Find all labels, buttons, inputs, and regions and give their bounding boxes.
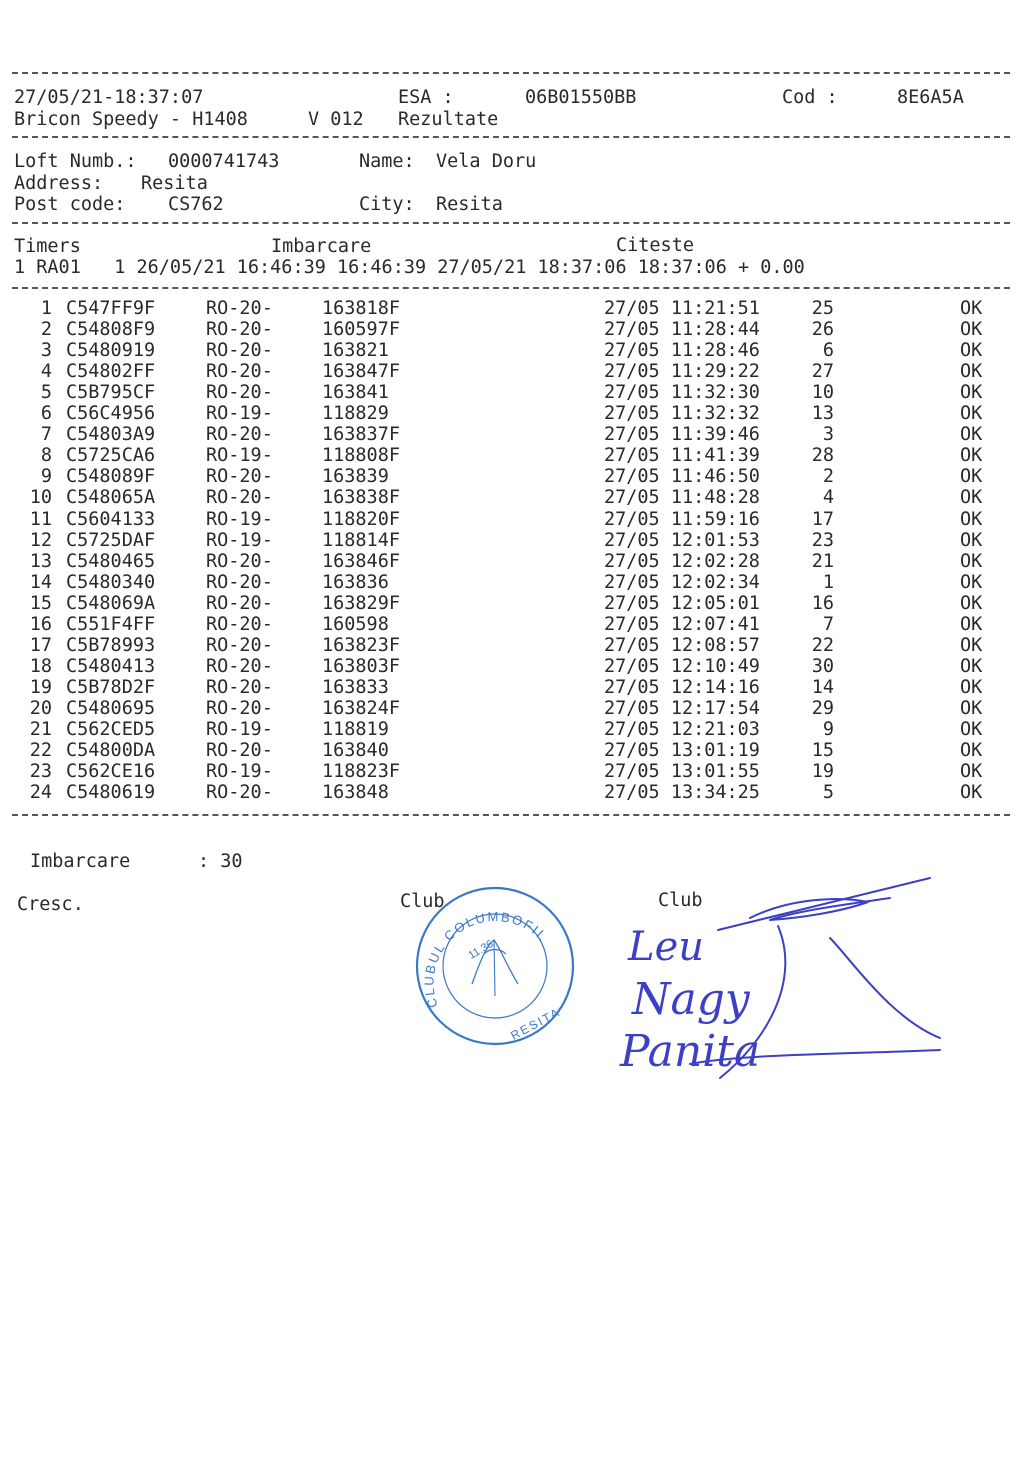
row-position: 14 — [811, 676, 834, 698]
table-row — [0, 298, 1024, 319]
row-position: 10 — [811, 382, 834, 404]
row-arrival-time: 27/05 11:28:44 — [604, 319, 760, 341]
loft-address-label: Address: — [14, 173, 104, 194]
row-arrival-time: 27/05 11:32:32 — [604, 403, 760, 425]
row-ring-number: 163838F — [322, 487, 400, 509]
table-row — [0, 382, 1024, 403]
row-ring-series: RO-20- — [206, 361, 273, 383]
row-arrival-time: 27/05 12:21:03 — [604, 719, 760, 740]
row-ring-series: RO-20- — [206, 382, 273, 404]
row-status: OK — [960, 382, 983, 404]
table-row — [0, 551, 1024, 572]
row-status: OK — [960, 403, 983, 425]
row-arrival-time: 27/05 11:59:16 — [604, 508, 760, 530]
loft-name-label: Name: — [359, 151, 415, 172]
row-chip: C551F4FF — [66, 613, 156, 635]
row-chip: C5725CA6 — [66, 445, 156, 467]
table-row — [0, 614, 1024, 635]
row-status: OK — [960, 508, 983, 530]
row-status: OK — [960, 719, 983, 740]
row-arrival-time: 27/05 12:05:01 — [604, 592, 760, 614]
row-chip: C5725DAF — [66, 529, 156, 551]
row-position: 21 — [811, 550, 834, 572]
row-ring-series: RO-20- — [206, 340, 273, 362]
row-chip: C548089F — [66, 466, 156, 488]
row-ring-number: 118814F — [322, 529, 400, 551]
table-row — [0, 677, 1024, 698]
row-ring-series: RO-19- — [206, 403, 273, 425]
row-chip: C5480465 — [66, 550, 156, 572]
row-arrival-time: 27/05 13:34:25 — [604, 782, 760, 804]
row-arrival-time: 27/05 12:02:34 — [604, 571, 760, 593]
row-number: 8 — [40, 445, 52, 467]
row-ring-series: RO-20- — [206, 655, 273, 677]
row-chip: C5480695 — [66, 697, 156, 719]
row-ring-series: RO-20- — [206, 487, 273, 509]
row-status: OK — [960, 298, 983, 319]
cresc-label: Cresc. — [17, 894, 84, 915]
row-status: OK — [960, 319, 983, 341]
row-ring-series: RO-20- — [206, 782, 273, 804]
row-status: OK — [960, 571, 983, 593]
loft-city-label: City: — [359, 194, 415, 215]
signature-leu: Leu — [628, 924, 704, 970]
row-number: 15 — [29, 592, 52, 614]
row-ring-number: 163847F — [322, 361, 400, 383]
row-chip: C548065A — [66, 487, 156, 509]
device-version: V 012 — [308, 109, 364, 130]
cod-label: Cod : — [782, 87, 838, 108]
row-arrival-time: 27/05 13:01:55 — [604, 761, 760, 783]
cod-value: 8E6A5A — [897, 87, 964, 108]
stamp-code: 11.36 — [466, 938, 496, 962]
row-chip: C5604133 — [66, 508, 156, 530]
timers-citeste-label: Citeste — [616, 235, 694, 256]
row-ring-series: RO-20- — [206, 613, 273, 635]
row-ring-number: 118808F — [322, 445, 400, 467]
footer-imbarcare-value: : 30 — [198, 851, 243, 872]
table-row — [0, 530, 1024, 551]
stamp-ring-text: CLUBUL COLUMBOFIL — [421, 908, 551, 1010]
table-row — [0, 487, 1024, 508]
table-row — [0, 719, 1024, 740]
row-number: 17 — [29, 634, 52, 656]
row-position: 4 — [822, 487, 834, 509]
row-arrival-time: 27/05 12:01:53 — [604, 529, 760, 551]
row-ring-number: 163837F — [322, 424, 400, 446]
row-ring-number: 163848 — [322, 782, 389, 804]
row-ring-series: RO-20- — [206, 740, 273, 762]
row-status: OK — [960, 697, 983, 719]
row-number: 20 — [29, 697, 52, 719]
row-arrival-time: 27/05 11:41:39 — [604, 445, 760, 467]
club-label-1: Club — [400, 891, 445, 912]
row-ring-number: 163821 — [322, 340, 389, 362]
loft-city-value: Resita — [436, 194, 503, 215]
table-row — [0, 698, 1024, 719]
row-position: 6 — [822, 340, 834, 362]
row-chip: C56C4956 — [66, 403, 156, 425]
row-chip: C5480340 — [66, 571, 156, 593]
row-number: 19 — [29, 676, 52, 698]
row-arrival-time: 27/05 13:01:19 — [604, 740, 760, 762]
table-row — [0, 782, 1024, 803]
row-arrival-time: 27/05 11:46:50 — [604, 466, 760, 488]
row-ring-series: RO-20- — [206, 424, 273, 446]
row-ring-series: RO-20- — [206, 592, 273, 614]
row-status: OK — [960, 529, 983, 551]
row-position: 28 — [811, 445, 834, 467]
row-position: 23 — [811, 529, 834, 551]
row-status: OK — [960, 676, 983, 698]
row-number: 12 — [29, 529, 52, 551]
table-row — [0, 403, 1024, 424]
table-row — [0, 319, 1024, 340]
row-number: 10 — [29, 487, 52, 509]
row-position: 19 — [811, 761, 834, 783]
row-status: OK — [960, 340, 983, 362]
row-position: 26 — [811, 319, 834, 341]
row-ring-series: RO-19- — [206, 529, 273, 551]
row-arrival-time: 27/05 12:14:16 — [604, 676, 760, 698]
row-chip: C5B78D2F — [66, 676, 156, 698]
row-ring-number: 160597F — [322, 319, 400, 341]
row-position: 3 — [822, 424, 834, 446]
loft-postcode-label: Post code: — [14, 194, 126, 215]
esa-value: 06B01550BB — [525, 87, 637, 108]
separator-results — [12, 814, 1010, 816]
row-ring-number: 163833 — [322, 676, 389, 698]
row-arrival-time: 27/05 12:02:28 — [604, 550, 760, 572]
row-position: 1 — [822, 571, 834, 593]
row-position: 30 — [811, 655, 834, 677]
row-position: 5 — [822, 782, 834, 804]
footer-imbarcare-label: Imbarcare — [30, 851, 131, 872]
club-stamp — [414, 884, 576, 1048]
row-ring-number: 160598 — [322, 613, 389, 635]
row-position: 15 — [811, 740, 834, 762]
row-arrival-time: 27/05 11:39:46 — [604, 424, 760, 446]
row-chip: C5B795CF — [66, 382, 156, 404]
loft-name-value: Vela Doru — [436, 151, 537, 172]
row-ring-series: RO-20- — [206, 466, 273, 488]
table-row — [0, 509, 1024, 530]
timers-imbarcare-label: Imbarcare — [271, 236, 372, 257]
row-ring-series: RO-20- — [206, 319, 273, 341]
row-chip: C5480619 — [66, 782, 156, 804]
timers-line: 1 RA01 1 26/05/21 16:46:39 16:46:39 27/05/21 18:37:06 18:37:06 + 0.00 — [14, 257, 805, 278]
row-number: 18 — [29, 655, 52, 677]
row-ring-series: RO-20- — [206, 676, 273, 698]
row-arrival-time: 27/05 11:48:28 — [604, 487, 760, 509]
row-arrival-time: 27/05 12:17:54 — [604, 697, 760, 719]
row-ring-series: RO-20- — [206, 634, 273, 656]
table-row — [0, 572, 1024, 593]
timers-label: Timers — [14, 236, 81, 257]
row-status: OK — [960, 782, 983, 804]
table-row — [0, 635, 1024, 656]
row-chip: C562CED5 — [66, 719, 156, 740]
row-chip: C5B78993 — [66, 634, 156, 656]
row-chip: C54802FF — [66, 361, 156, 383]
row-number: 22 — [29, 740, 52, 762]
row-ring-number: 118819 — [322, 719, 389, 740]
separator-loft — [12, 222, 1010, 224]
table-row — [0, 656, 1024, 677]
row-number: 1 — [40, 298, 52, 319]
row-ring-number: 163824F — [322, 697, 400, 719]
esa-label: ESA : — [398, 87, 454, 108]
table-row — [0, 740, 1024, 761]
row-ring-number: 163840 — [322, 740, 389, 762]
row-number: 7 — [40, 424, 52, 446]
row-arrival-time: 27/05 12:08:57 — [604, 634, 760, 656]
row-status: OK — [960, 740, 983, 762]
row-arrival-time: 27/05 11:32:30 — [604, 382, 760, 404]
row-number: 23 — [29, 761, 52, 783]
row-number: 24 — [29, 782, 52, 804]
separator-timers — [12, 287, 1010, 289]
row-ring-series: RO-19- — [206, 719, 273, 740]
row-position: 17 — [811, 508, 834, 530]
row-ring-number: 163803F — [322, 655, 400, 677]
row-number: 13 — [29, 550, 52, 572]
row-position: 25 — [811, 298, 834, 319]
row-status: OK — [960, 655, 983, 677]
row-ring-series: RO-19- — [206, 508, 273, 530]
row-position: 27 — [811, 361, 834, 383]
row-status: OK — [960, 487, 983, 509]
handwritten-signatures — [600, 868, 960, 1098]
row-status: OK — [960, 634, 983, 656]
row-number: 3 — [40, 340, 52, 362]
row-number: 16 — [29, 613, 52, 635]
table-row — [0, 445, 1024, 466]
row-number: 4 — [40, 361, 52, 383]
row-chip: C5480919 — [66, 340, 156, 362]
row-arrival-time: 27/05 11:21:51 — [604, 298, 760, 319]
row-ring-number: 163818F — [322, 298, 400, 319]
row-number: 9 — [40, 466, 52, 488]
row-arrival-time: 27/05 11:29:22 — [604, 361, 760, 383]
row-ring-series: RO-19- — [206, 445, 273, 467]
row-position: 29 — [811, 697, 834, 719]
row-number: 6 — [40, 403, 52, 425]
row-status: OK — [960, 613, 983, 635]
row-chip: C547FF9F — [66, 298, 156, 319]
table-row — [0, 340, 1024, 361]
row-chip: C548069A — [66, 592, 156, 614]
separator-header — [12, 136, 1010, 138]
row-position: 13 — [811, 403, 834, 425]
club-label-2: Club — [658, 890, 703, 911]
row-arrival-time: 27/05 11:28:46 — [604, 340, 760, 362]
loft-address-value: Resita — [141, 173, 208, 194]
table-row — [0, 761, 1024, 782]
loft-number-label: Loft Numb.: — [14, 151, 137, 172]
signature-panita: Panita — [620, 1026, 761, 1077]
signature-nagy: Nagy — [632, 974, 750, 1025]
row-number: 11 — [29, 508, 52, 530]
separator-top — [12, 72, 1010, 74]
row-status: OK — [960, 466, 983, 488]
row-ring-number: 118820F — [322, 508, 400, 530]
report-datetime: 27/05/21-18:37:07 — [14, 87, 204, 108]
row-arrival-time: 27/05 12:10:49 — [604, 655, 760, 677]
row-chip: C562CE16 — [66, 761, 156, 783]
row-position: 16 — [811, 592, 834, 614]
row-ring-number: 163823F — [322, 634, 400, 656]
row-number: 21 — [29, 719, 52, 740]
row-number: 2 — [40, 319, 52, 341]
row-ring-series: RO-19- — [206, 761, 273, 783]
row-chip: C5480413 — [66, 655, 156, 677]
loft-postcode-value: CS762 — [168, 194, 224, 215]
row-position: 9 — [822, 719, 834, 740]
row-number: 5 — [40, 382, 52, 404]
row-status: OK — [960, 424, 983, 446]
row-chip: C54803A9 — [66, 424, 156, 446]
table-row — [0, 361, 1024, 382]
row-chip: C54800DA — [66, 740, 156, 762]
row-status: OK — [960, 361, 983, 383]
row-ring-number: 163836 — [322, 571, 389, 593]
row-ring-number: 118823F — [322, 761, 400, 783]
device-name: Bricon Speedy - H1408 — [14, 109, 248, 130]
row-status: OK — [960, 550, 983, 572]
stamp-city: RESITA — [508, 1004, 564, 1043]
row-position: 22 — [811, 634, 834, 656]
row-status: OK — [960, 761, 983, 783]
table-row — [0, 424, 1024, 445]
row-ring-number: 163829F — [322, 592, 400, 614]
row-ring-number: 163841 — [322, 382, 389, 404]
row-ring-series: RO-20- — [206, 298, 273, 319]
row-ring-series: RO-20- — [206, 550, 273, 572]
row-position: 7 — [822, 613, 834, 635]
report-type: Rezultate — [398, 109, 499, 130]
row-arrival-time: 27/05 12:07:41 — [604, 613, 760, 635]
row-number: 14 — [29, 571, 52, 593]
row-position: 2 — [822, 466, 834, 488]
loft-number-value: 0000741743 — [168, 151, 280, 172]
row-ring-number: 118829 — [322, 403, 389, 425]
row-ring-series: RO-20- — [206, 697, 273, 719]
row-ring-number: 163846F — [322, 550, 400, 572]
row-ring-number: 163839 — [322, 466, 389, 488]
svg-text:CLUBUL COLUMBOFIL — [421, 909, 550, 1010]
row-chip: C54808F9 — [66, 319, 156, 341]
row-status: OK — [960, 592, 983, 614]
row-ring-series: RO-20- — [206, 571, 273, 593]
table-row — [0, 593, 1024, 614]
table-row — [0, 466, 1024, 487]
row-status: OK — [960, 445, 983, 467]
